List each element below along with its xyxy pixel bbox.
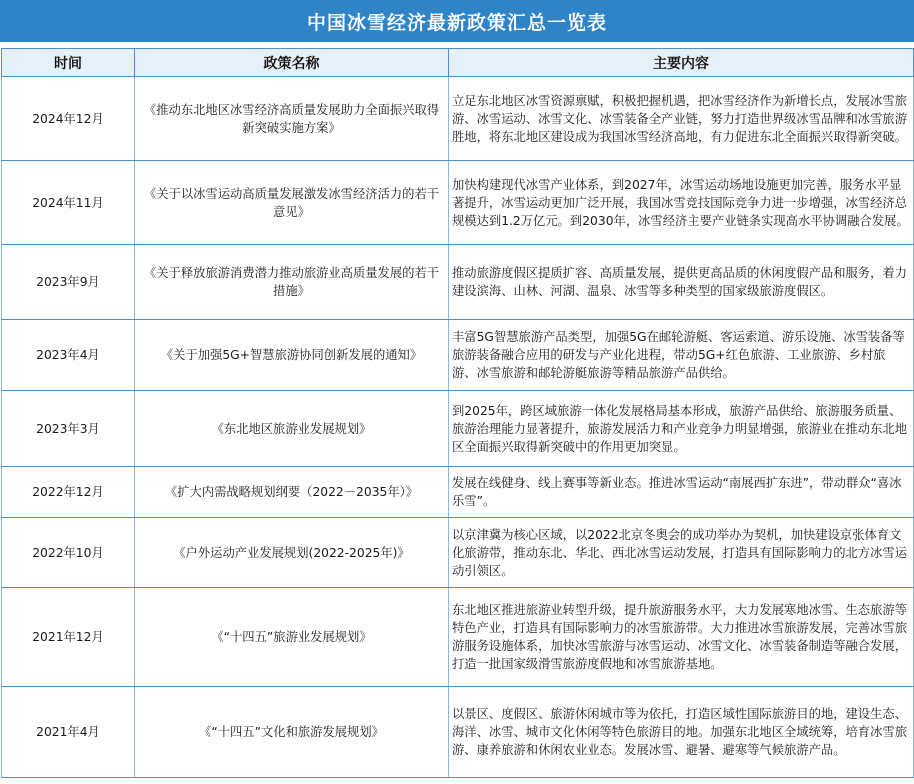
row-content: 立足东北地区冰雪资源禀赋，积极把握机遇，把冰雪经济作为新增长点，发展冰雪旅游、冰雪运动、冰雪文化、冰雪装备全产业链，努力打造世界级冰雪品牌和冰雪旅游胜地，将东北地区建设成为我国冰雪经济高地，有力促进东北全面振兴取得新突破。 — [449, 77, 914, 161]
row-time: 2023年4月 — [2, 320, 135, 391]
row-policy-name: 《关于释放旅游消费潜力推动旅游业高质量发展的若干措施》 — [135, 245, 449, 320]
row-content: 东北地区推进旅游业转型升级，提升旅游服务水平，大力发展寒地冰雪、生态旅游等特色产业，打造具有国际影响力的冰雪旅游带。大力推进冰雪旅游发展，完善冰雪旅游服务设施体系，加快冰雪旅游与冰雪运动、冰雪文化、冰雪装备制造等融合发展，打造一批国家级滑雪旅游度假地和冰雪旅游基地。 — [449, 588, 914, 687]
policy-table — [1, 48, 914, 778]
table-header — [2, 49, 914, 77]
row-content: 加快构建现代冰雪产业体系，到2027年，冰雪运动场地设施更加完善，服务水平显著提升，冰雪运动更加广泛开展，我国冰雪竞技国际竞争力进一步增强，冰雪经济总规模达到1.2万亿元。到2030年，冰雪经济主要产业链条实现高水平协调融合发展。 — [449, 161, 914, 245]
table-row — [2, 320, 914, 391]
row-content: 推动旅游度假区提质扩容、高质量发展，提供更高品质的休闲度假产品和服务，着力建设滨海、山林、河湖、温泉、冰雪等多种类型的国家级旅游度假区。 — [449, 245, 914, 320]
row-content: 以景区、度假区、旅游休闲城市等为依托，打造区域性国际旅游目的地，建设生态、海洋、冰雪、城市文化休闲等特色旅游目的地。加强东北地区全域统筹，培育冰雪旅游、康养旅游和休闲农业业态。发展冰雪、避暑、避寒等气候旅游产品。 — [449, 687, 914, 778]
table-row — [2, 467, 914, 518]
table-row — [2, 518, 914, 588]
table-row — [2, 245, 914, 320]
table-row — [2, 77, 914, 161]
row-content: 到2025年，跨区域旅游一体化发展格局基本形成，旅游产品供给、旅游服务质量、旅游治理能力显著提升，旅游发展活力和产业竞争力明显增强，旅游业在推动东北地区全面振兴取得新突破中的作用更加突显。 — [449, 391, 914, 467]
page-title: 中国冰雪经济最新政策汇总一览表 — [0, 0, 914, 45]
row-content: 丰富5G智慧旅游产品类型，加强5G在邮轮游艇、客运索道、游乐设施、冰雪装备等旅游装备融合应用的研发与产业化进程，带动5G+红色旅游、工业旅游、乡村旅游、冰雪旅游和邮轮游艇旅游等精品旅游产品供给。 — [449, 320, 914, 391]
row-time: 2022年10月 — [2, 518, 135, 588]
row-time: 2023年9月 — [2, 245, 135, 320]
row-time: 2021年12月 — [2, 588, 135, 687]
row-policy-name: 《扩大内需战略规划纲要（2022－2035年）》 — [135, 467, 449, 518]
header-policy-name: 政策名称 — [135, 49, 449, 77]
row-time: 2023年3月 — [2, 391, 135, 467]
header-time: 时间 — [2, 49, 135, 77]
row-policy-name: 《“十四五”文化和旅游发展规划》 — [135, 687, 449, 778]
table-body — [2, 77, 914, 778]
row-policy-name: 《“十四五”旅游业发展规划》 — [135, 588, 449, 687]
row-content: 发展在线健身、线上赛事等新业态。推进冰雪运动“南展西扩东进”，带动群众“喜冰乐雪”。 — [449, 467, 914, 518]
header-row — [2, 49, 914, 77]
row-policy-name: 《推动东北地区冰雪经济高质量发展助力全面振兴取得新突破实施方案》 — [135, 77, 449, 161]
row-time: 2024年12月 — [2, 77, 135, 161]
header-content: 主要内容 — [449, 49, 914, 77]
row-time: 2021年4月 — [2, 687, 135, 778]
table-row — [2, 391, 914, 467]
row-policy-name: 《户外运动产业发展规划(2022-2025年)》 — [135, 518, 449, 588]
table-row — [2, 687, 914, 778]
row-content: 以京津冀为核心区域，以2022北京冬奥会的成功举办为契机，加快建设京张体育文化旅游带，推动东北、华北、西北冰雪运动发展，打造具有国际影响力的北方冰雪运动引领区。 — [449, 518, 914, 588]
row-policy-name: 《东北地区旅游业发展规划》 — [135, 391, 449, 467]
row-time: 2024年11月 — [2, 161, 135, 245]
table-row — [2, 588, 914, 687]
table-row — [2, 161, 914, 245]
row-time: 2022年12月 — [2, 467, 135, 518]
row-policy-name: 《关于以冰雪运动高质量发展激发冰雪经济活力的若干意见》 — [135, 161, 449, 245]
row-policy-name: 《关于加强5G+智慧旅游协同创新发展的通知》 — [135, 320, 449, 391]
